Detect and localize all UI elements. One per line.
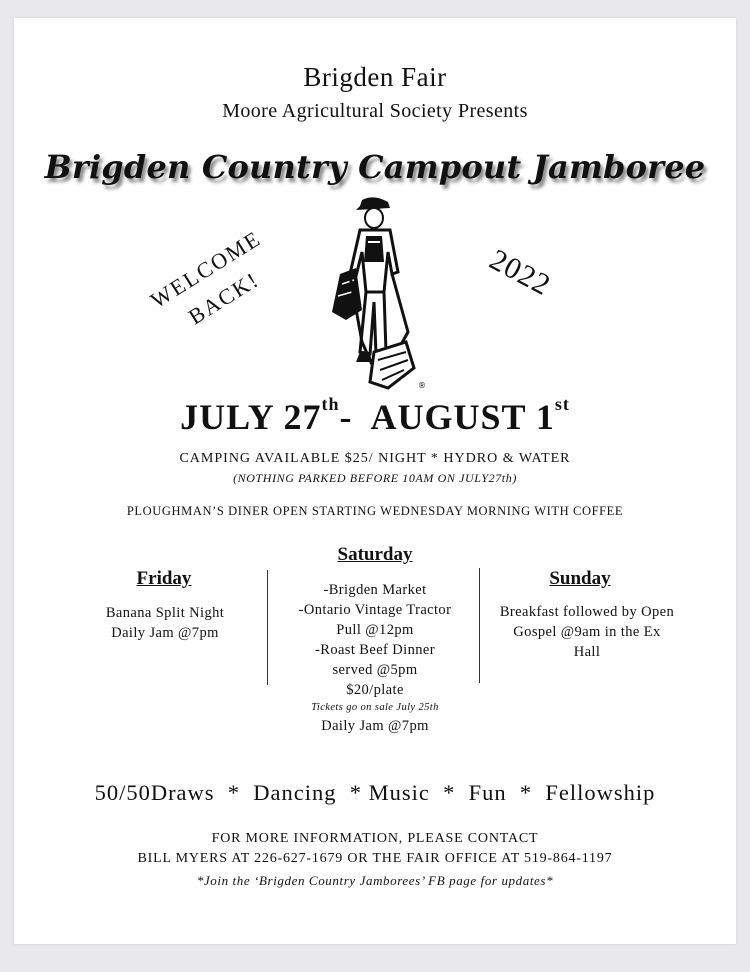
contact-phone-numbers: BILL MYERS AT 226-627-1679 OR THE FAIR OFFICE AT 519-864-1197 bbox=[137, 851, 613, 866]
ticket-sale-note: Tickets go on sale July 25th bbox=[311, 702, 439, 713]
end-date: AUGUST 1 bbox=[370, 397, 555, 437]
registered-mark: ® bbox=[418, 381, 426, 390]
friday-heading: Friday bbox=[136, 568, 192, 589]
event-title: Brigden Country Campout Jamboree bbox=[44, 148, 706, 186]
start-date-suffix: th bbox=[321, 394, 340, 414]
saturday-heading: Saturday bbox=[337, 544, 413, 565]
sunday-schedule bbox=[488, 602, 686, 662]
column-divider bbox=[479, 568, 480, 683]
end-date-suffix: st bbox=[554, 394, 570, 414]
fair-name: Brigden Fair bbox=[303, 62, 447, 92]
saturday-line: served @5pm bbox=[332, 662, 418, 678]
camping-info: CAMPING AVAILABLE $25/ NIGHT * HYDRO & WATER bbox=[179, 451, 571, 466]
friday-line: Banana Split Night bbox=[105, 605, 225, 621]
farmer-with-plough-icon bbox=[318, 192, 428, 394]
saturday-line: Daily Jam @7pm bbox=[321, 718, 429, 734]
year-badge: 2022 bbox=[484, 242, 557, 303]
sunday-line: Hall bbox=[573, 644, 601, 660]
friday-line: Daily Jam @7pm bbox=[111, 625, 219, 641]
facebook-note: *Join the ‘Brigden Country Jamborees’ FB page for updates* bbox=[196, 873, 554, 888]
saturday-line: $20/plate bbox=[346, 682, 404, 698]
presenter-line: Moore Agricultural Society Presents bbox=[222, 100, 528, 122]
welcome-back-badge: WELCOME BACK! bbox=[146, 225, 266, 330]
start-date: JULY 27 bbox=[180, 397, 322, 437]
sunday-line: Gospel @9am in the Ex bbox=[513, 624, 661, 640]
saturday-line: -Roast Beef Dinner bbox=[315, 642, 435, 658]
saturday-line: -Ontario Vintage Tractor bbox=[298, 602, 452, 618]
column-divider bbox=[267, 570, 268, 685]
sunday-line: Breakfast followed by Open bbox=[499, 604, 675, 620]
friday-schedule bbox=[80, 603, 250, 643]
saturday-line: -Brigden Market bbox=[323, 582, 427, 598]
saturday-line: Pull @12pm bbox=[336, 622, 414, 638]
features-line: 50/50Draws * Dancing * Music * Fun * Fellowship bbox=[94, 780, 656, 805]
date-separator: - bbox=[339, 397, 353, 437]
contact-heading: FOR MORE INFORMATION, PLEASE CONTACT bbox=[211, 831, 539, 846]
camping-note: (NOTHING PARKED BEFORE 10AM ON JULY27th) bbox=[233, 471, 517, 485]
saturday-schedule bbox=[280, 580, 470, 736]
event-dates bbox=[0, 396, 750, 438]
diner-info: PLOUGHMAN’S DINER OPEN STARTING WEDNESDAY MORNING WITH COFFEE bbox=[126, 504, 624, 518]
sunday-heading: Sunday bbox=[549, 568, 611, 589]
